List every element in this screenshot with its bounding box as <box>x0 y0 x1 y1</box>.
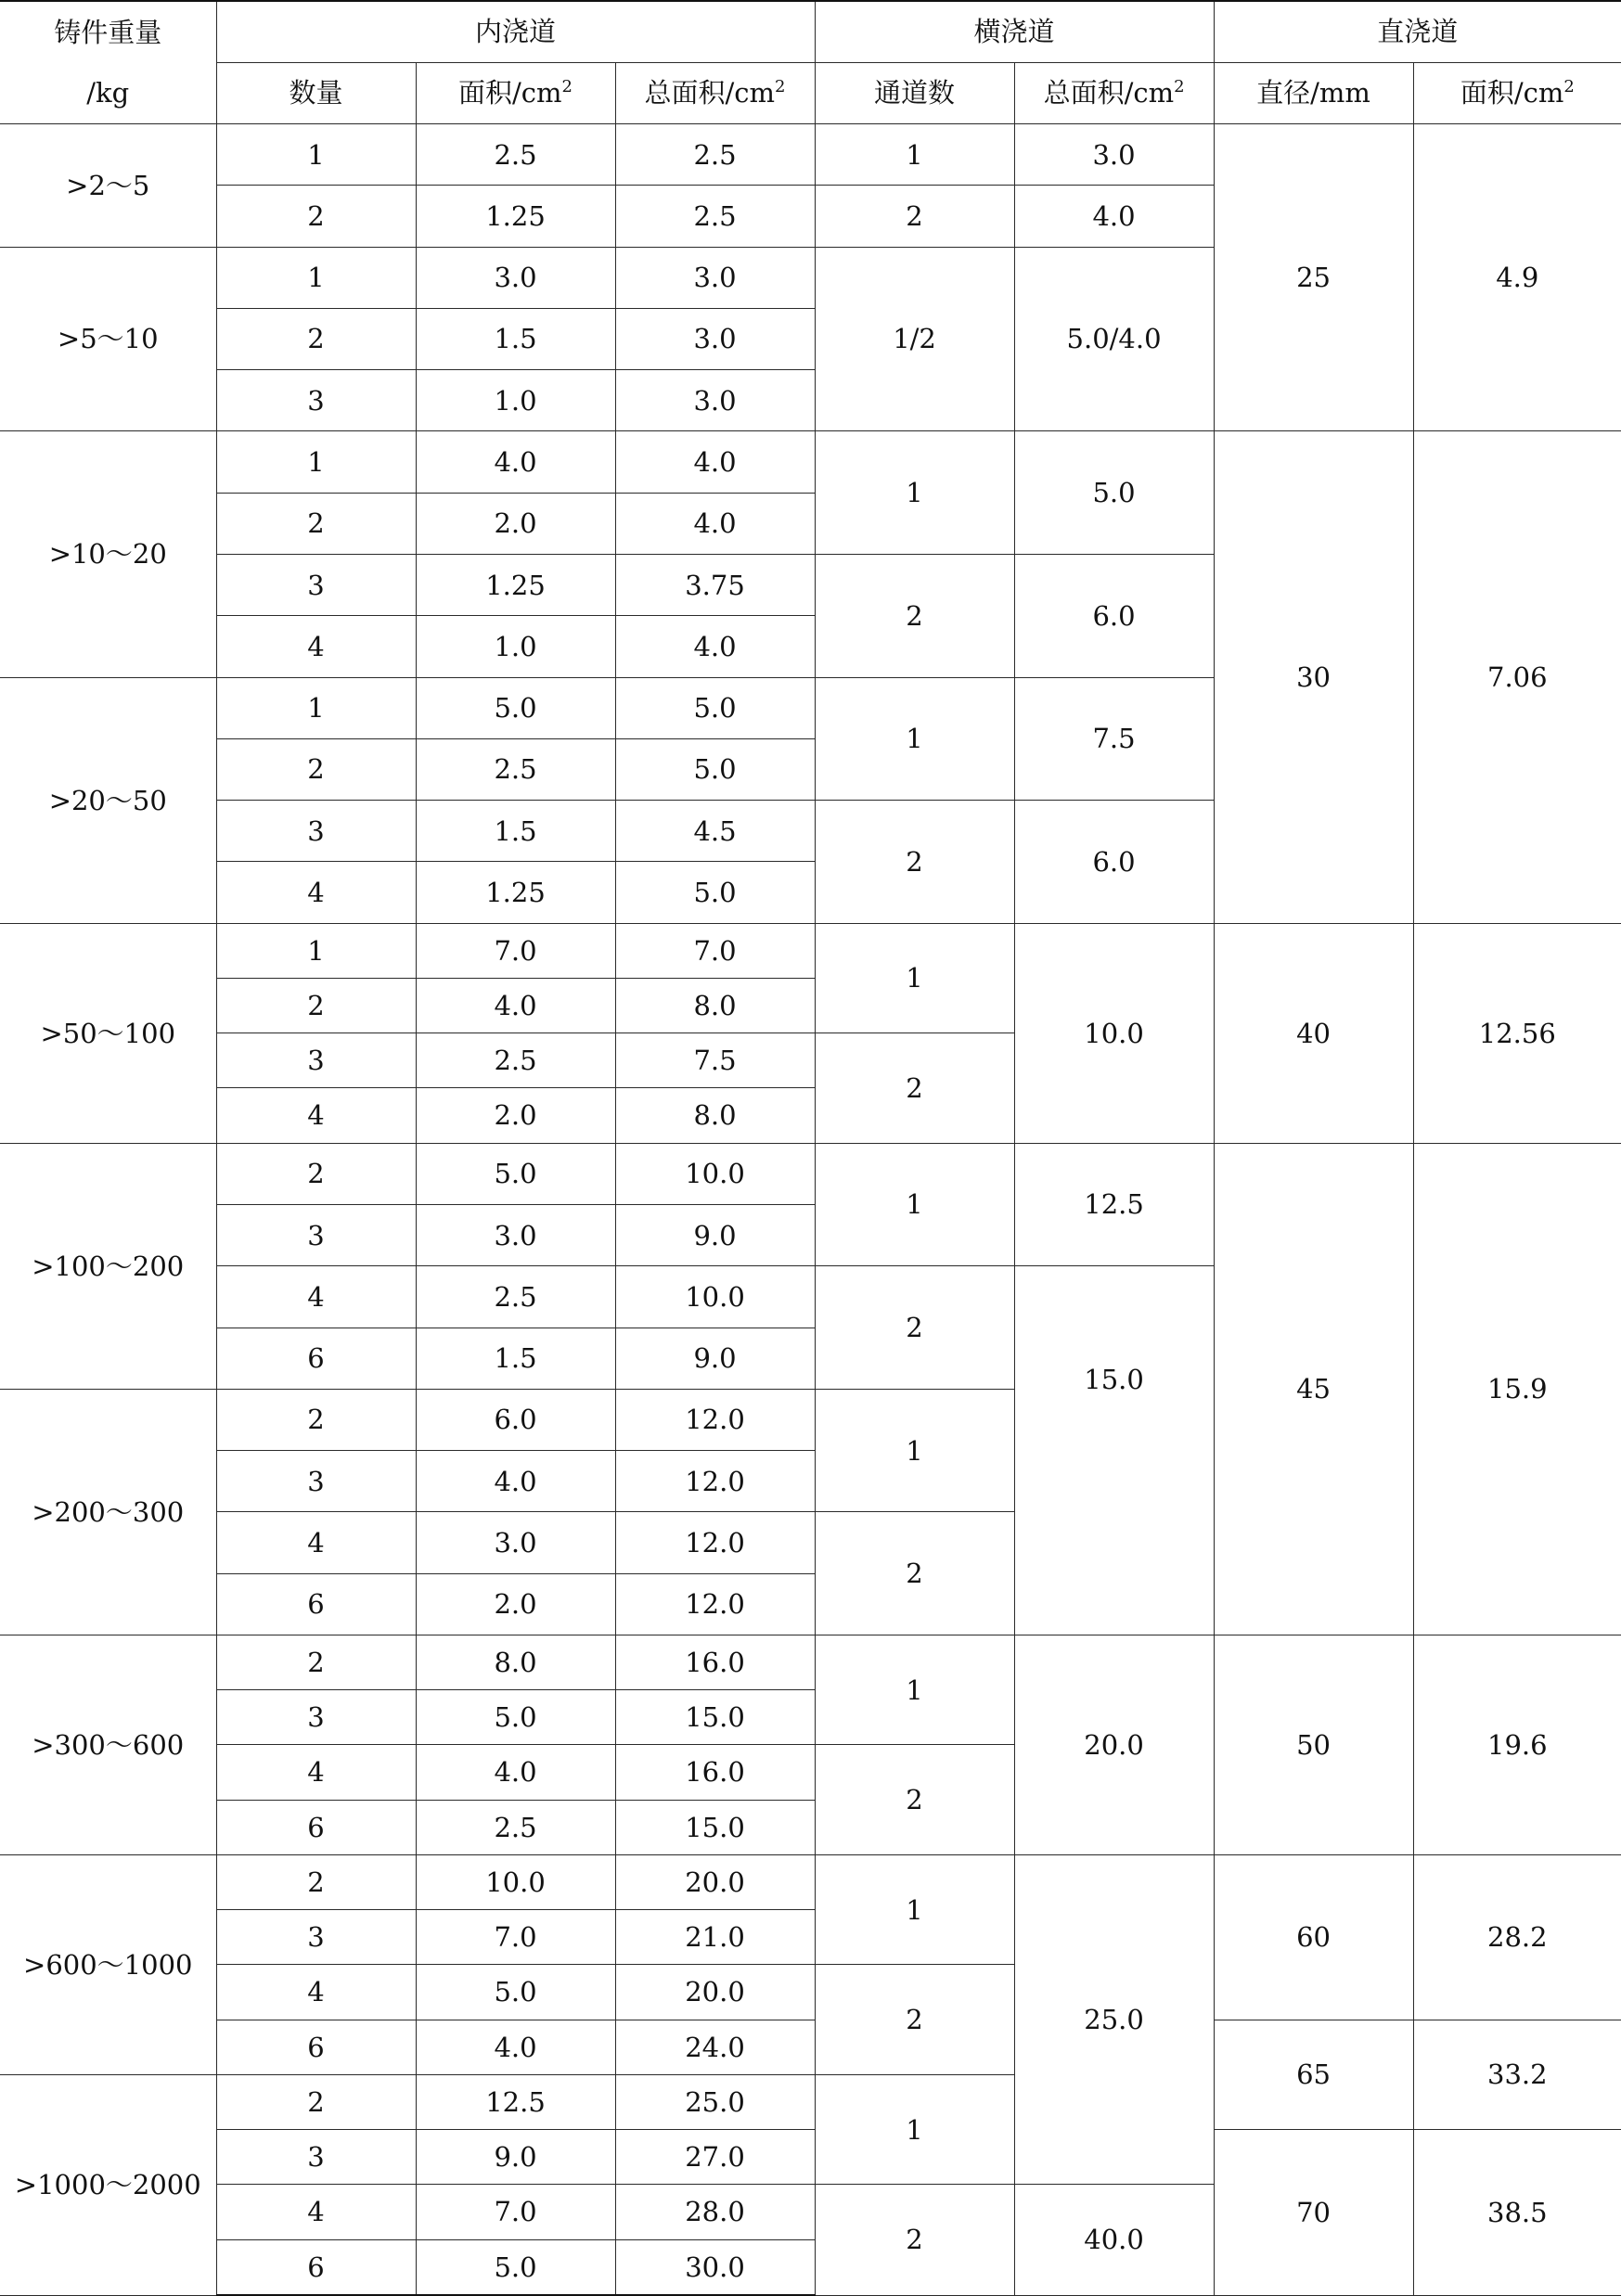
sprue-diameter-cell: 65 <box>1214 2020 1413 2130</box>
ingate-area-cell: 2.0 <box>416 493 615 554</box>
ingate-area-cell: 1.5 <box>416 1328 615 1389</box>
ingate-count-cell: 4 <box>216 1512 416 1573</box>
runner-total-area-cell: 5.0/4.0 <box>1014 247 1214 431</box>
ingate-count-cell: 2 <box>216 1389 416 1450</box>
ingate-area-cell: 5.0 <box>416 1965 615 2020</box>
weight-range-cell: >200～300 <box>0 1389 216 1635</box>
ingate-count-cell: 4 <box>216 616 416 677</box>
ingate-total-area-cell: 4.0 <box>615 616 815 677</box>
ingate-total-area-cell: 15.0 <box>615 1800 815 1854</box>
ingate-count-cell: 4 <box>216 862 416 923</box>
header-runner-total-area: 总面积$/cm^2$ <box>1014 62 1214 123</box>
ingate-area-cell: 4.0 <box>416 978 615 1033</box>
ingate-count-cell: 1 <box>216 124 416 186</box>
sprue-diameter-cell: 60 <box>1214 1854 1413 2020</box>
ingate-area-cell: 2.5 <box>416 124 615 186</box>
ingate-total-area-cell: 8.0 <box>615 1088 815 1143</box>
header-weight-unit: /kg <box>86 76 130 109</box>
ingate-total-area-cell: 4.0 <box>615 493 815 554</box>
ingate-total-area-cell: 10.0 <box>615 1143 815 1204</box>
sprue-diameter-cell: 50 <box>1214 1635 1413 1854</box>
ingate-count-cell: 4 <box>216 1088 416 1143</box>
header-ingate-count: 数量 <box>216 62 416 123</box>
weight-range-cell: >1000～2000 <box>0 2074 216 2295</box>
ingate-count-cell: 6 <box>216 1800 416 1854</box>
weight-range-cell: >50～100 <box>0 923 216 1143</box>
runner-total-area-cell: 40.0 <box>1014 2185 1214 2295</box>
ingate-count-cell: 2 <box>216 738 416 800</box>
ingate-total-area-cell: 3.0 <box>615 370 815 431</box>
runner-total-area-cell: 6.0 <box>1014 801 1214 924</box>
ingate-area-cell: 5.0 <box>416 1143 615 1204</box>
sprue-area-cell: 33.2 <box>1413 2020 1621 2130</box>
runner-channels-cell: 1 <box>815 2074 1014 2185</box>
ingate-area-cell: 4.0 <box>416 1451 615 1512</box>
ingate-area-cell: 4.0 <box>416 2020 615 2074</box>
ingate-total-area-cell: 2.5 <box>615 124 815 186</box>
ingate-area-cell: 3.0 <box>416 247 615 308</box>
ingate-count-cell: 3 <box>216 1910 416 1965</box>
runner-total-area-cell: 15.0 <box>1014 1266 1214 1635</box>
ingate-total-area-cell: 24.0 <box>615 2020 815 2074</box>
ingate-count-cell: 2 <box>216 1143 416 1204</box>
ingate-area-cell: 7.0 <box>416 923 615 978</box>
ingate-area-cell: 2.5 <box>416 1800 615 1854</box>
ingate-area-cell: 2.0 <box>416 1088 615 1143</box>
ingate-area-cell: 2.0 <box>416 1573 615 1635</box>
ingate-total-area-cell: 16.0 <box>615 1635 815 1689</box>
ingate-count-cell: 3 <box>216 1033 416 1088</box>
ingate-area-cell: 1.5 <box>416 801 615 862</box>
runner-channels-cell: 2 <box>815 2185 1014 2295</box>
runner-channels-cell: 1 <box>815 1854 1014 1965</box>
weight-range-cell: >300～600 <box>0 1635 216 1854</box>
runner-channels-cell: 1 <box>815 677 1014 801</box>
ingate-total-area-cell: 15.0 <box>615 1690 815 1745</box>
header-casting-weight <box>0 1 216 124</box>
ingate-total-area-cell: 20.0 <box>615 1965 815 2020</box>
sprue-area-cell: 7.06 <box>1413 431 1621 923</box>
weight-range-cell: >2～5 <box>0 124 216 248</box>
ingate-count-cell: 1 <box>216 247 416 308</box>
ingate-total-area-cell: 4.0 <box>615 431 815 493</box>
ingate-area-cell: 5.0 <box>416 1690 615 1745</box>
ingate-count-cell: 4 <box>216 2185 416 2239</box>
header-sprue-area: 面积$/cm^2$ <box>1413 62 1621 123</box>
runner-channels-cell: 2 <box>815 186 1014 247</box>
ingate-total-area-cell: 9.0 <box>615 1205 815 1266</box>
ingate-count-cell: 3 <box>216 1205 416 1266</box>
header-ingate-area: 面积$/cm^2$ <box>416 62 615 123</box>
ingate-area-cell: 3.0 <box>416 1205 615 1266</box>
ingate-area-cell: 1.25 <box>416 555 615 616</box>
sprue-area-cell: 15.9 <box>1413 1143 1621 1635</box>
ingate-count-cell: 6 <box>216 2020 416 2074</box>
ingate-total-area-cell: 12.0 <box>615 1451 815 1512</box>
ingate-area-cell: 4.0 <box>416 431 615 493</box>
sprue-diameter-cell: 40 <box>1214 923 1413 1143</box>
runner-total-area-cell: 5.0 <box>1014 431 1214 555</box>
weight-range-cell: >20～50 <box>0 677 216 923</box>
header-sprue: 直浇道 <box>1214 1 1621 62</box>
runner-channels-cell: 1 <box>815 1635 1014 1745</box>
header-sprue-diameter: 直径/mm <box>1214 62 1413 123</box>
runner-total-area-cell: 6.0 <box>1014 555 1214 678</box>
runner-channels-cell: 1 <box>815 1389 1014 1512</box>
sprue-diameter-cell: 70 <box>1214 2130 1413 2295</box>
header-runner-channels: 通道数 <box>815 62 1014 123</box>
runner-channels-cell: 2 <box>815 801 1014 924</box>
sprue-area-cell: 12.56 <box>1413 923 1621 1143</box>
ingate-total-area-cell: 20.0 <box>615 1854 815 1909</box>
runner-total-area-cell: 4.0 <box>1014 186 1214 247</box>
ingate-area-cell: 3.0 <box>416 1512 615 1573</box>
runner-total-area-cell: 10.0 <box>1014 923 1214 1143</box>
ingate-total-area-cell: 28.0 <box>615 2185 815 2239</box>
runner-total-area-cell: 12.5 <box>1014 1143 1214 1266</box>
runner-total-area-cell: 3.0 <box>1014 124 1214 186</box>
header-weight-label: 铸件重量 <box>54 17 162 49</box>
ingate-total-area-cell: 12.0 <box>615 1512 815 1573</box>
header-ingate: 内浇道 <box>216 1 815 62</box>
weight-range-cell: >100～200 <box>0 1143 216 1389</box>
sprue-area-cell: 19.6 <box>1413 1635 1621 1854</box>
ingate-count-cell: 4 <box>216 1266 416 1328</box>
ingate-count-cell: 3 <box>216 1451 416 1512</box>
runner-channels-cell: 1 <box>815 1143 1014 1266</box>
ingate-area-cell: 2.5 <box>416 1266 615 1328</box>
ingate-total-area-cell: 4.5 <box>615 801 815 862</box>
sprue-area-cell: 28.2 <box>1413 1854 1621 2020</box>
ingate-count-cell: 2 <box>216 493 416 554</box>
ingate-count-cell: 3 <box>216 555 416 616</box>
runner-total-area-cell: 20.0 <box>1014 1635 1214 1854</box>
ingate-area-cell: 12.5 <box>416 2074 615 2129</box>
ingate-total-area-cell: 12.0 <box>615 1389 815 1450</box>
header-ingate-total-area: 总面积$/cm^2$ <box>615 62 815 123</box>
ingate-total-area-cell: 7.5 <box>615 1033 815 1088</box>
ingate-total-area-cell: 30.0 <box>615 2239 815 2295</box>
ingate-area-cell: 5.0 <box>416 2239 615 2295</box>
ingate-total-area-cell: 12.0 <box>615 1573 815 1635</box>
sprue-diameter-cell: 25 <box>1214 124 1413 431</box>
ingate-total-area-cell: 5.0 <box>615 677 815 738</box>
ingate-area-cell: 2.5 <box>416 1033 615 1088</box>
ingate-area-cell: 8.0 <box>416 1635 615 1689</box>
runner-channels-cell: 2 <box>815 1965 1014 2075</box>
ingate-area-cell: 6.0 <box>416 1389 615 1450</box>
ingate-total-area-cell: 7.0 <box>615 923 815 978</box>
ingate-total-area-cell: 21.0 <box>615 1910 815 1965</box>
sprue-diameter-cell: 30 <box>1214 431 1413 923</box>
ingate-count-cell: 2 <box>216 978 416 1033</box>
sprue-area-cell: 4.9 <box>1413 124 1621 431</box>
runner-total-area-cell: 25.0 <box>1014 1854 1214 2185</box>
header-runner: 横浇道 <box>815 1 1214 62</box>
ingate-count-cell: 2 <box>216 186 416 247</box>
ingate-area-cell: 1.0 <box>416 370 615 431</box>
ingate-area-cell: 2.5 <box>416 738 615 800</box>
runner-channels-cell: 1 <box>815 923 1014 1033</box>
ingate-area-cell: 7.0 <box>416 2185 615 2239</box>
weight-range-cell: >5～10 <box>0 247 216 431</box>
ingate-total-area-cell: 3.0 <box>615 308 815 369</box>
ingate-count-cell: 1 <box>216 923 416 978</box>
runner-channels-cell: 1 <box>815 124 1014 186</box>
runner-channels-cell: 2 <box>815 1512 1014 1635</box>
ingate-total-area-cell: 2.5 <box>615 186 815 247</box>
ingate-total-area-cell: 27.0 <box>615 2130 815 2185</box>
ingate-area-cell: 4.0 <box>416 1745 615 1800</box>
runner-channels-cell: 2 <box>815 1266 1014 1390</box>
ingate-total-area-cell: 3.75 <box>615 555 815 616</box>
ingate-area-cell: 7.0 <box>416 1910 615 1965</box>
ingate-total-area-cell: 5.0 <box>615 738 815 800</box>
ingate-total-area-cell: 16.0 <box>615 1745 815 1800</box>
runner-channels-cell: 2 <box>815 555 1014 678</box>
ingate-count-cell: 2 <box>216 1635 416 1689</box>
runner-total-area-cell: 7.5 <box>1014 677 1214 801</box>
ingate-count-cell: 2 <box>216 1854 416 1909</box>
ingate-count-cell: 3 <box>216 801 416 862</box>
ingate-count-cell: 6 <box>216 1328 416 1389</box>
sprue-diameter-cell: 45 <box>1214 1143 1413 1635</box>
ingate-area-cell: 1.0 <box>416 616 615 677</box>
ingate-area-cell: 1.25 <box>416 862 615 923</box>
ingate-total-area-cell: 9.0 <box>615 1328 815 1389</box>
ingate-count-cell: 3 <box>216 370 416 431</box>
ingate-total-area-cell: 5.0 <box>615 862 815 923</box>
ingate-count-cell: 4 <box>216 1965 416 2020</box>
weight-range-cell: >10～20 <box>0 431 216 677</box>
ingate-total-area-cell: 10.0 <box>615 1266 815 1328</box>
ingate-area-cell: 1.5 <box>416 308 615 369</box>
ingate-area-cell: 1.25 <box>416 186 615 247</box>
ingate-count-cell: 4 <box>216 1745 416 1800</box>
runner-channels-cell: 2 <box>815 1033 1014 1144</box>
ingate-count-cell: 2 <box>216 2074 416 2129</box>
ingate-count-cell: 3 <box>216 2130 416 2185</box>
runner-channels-cell: 2 <box>815 1745 1014 1855</box>
ingate-count-cell: 1 <box>216 431 416 493</box>
weight-range-cell: >600～1000 <box>0 1854 216 2074</box>
ingate-count-cell: 3 <box>216 1690 416 1745</box>
sprue-area-cell: 38.5 <box>1413 2130 1621 2295</box>
ingate-count-cell: 6 <box>216 2239 416 2295</box>
ingate-count-cell: 1 <box>216 677 416 738</box>
ingate-count-cell: 2 <box>216 308 416 369</box>
ingate-area-cell: 5.0 <box>416 677 615 738</box>
ingate-area-cell: 10.0 <box>416 1854 615 1909</box>
ingate-area-cell: 9.0 <box>416 2130 615 2185</box>
ingate-total-area-cell: 25.0 <box>615 2074 815 2129</box>
ingate-count-cell: 6 <box>216 1573 416 1635</box>
ingate-total-area-cell: 3.0 <box>615 247 815 308</box>
runner-channels-cell: 1/2 <box>815 247 1014 431</box>
ingate-total-area-cell: 8.0 <box>615 978 815 1033</box>
runner-channels-cell: 1 <box>815 431 1014 555</box>
